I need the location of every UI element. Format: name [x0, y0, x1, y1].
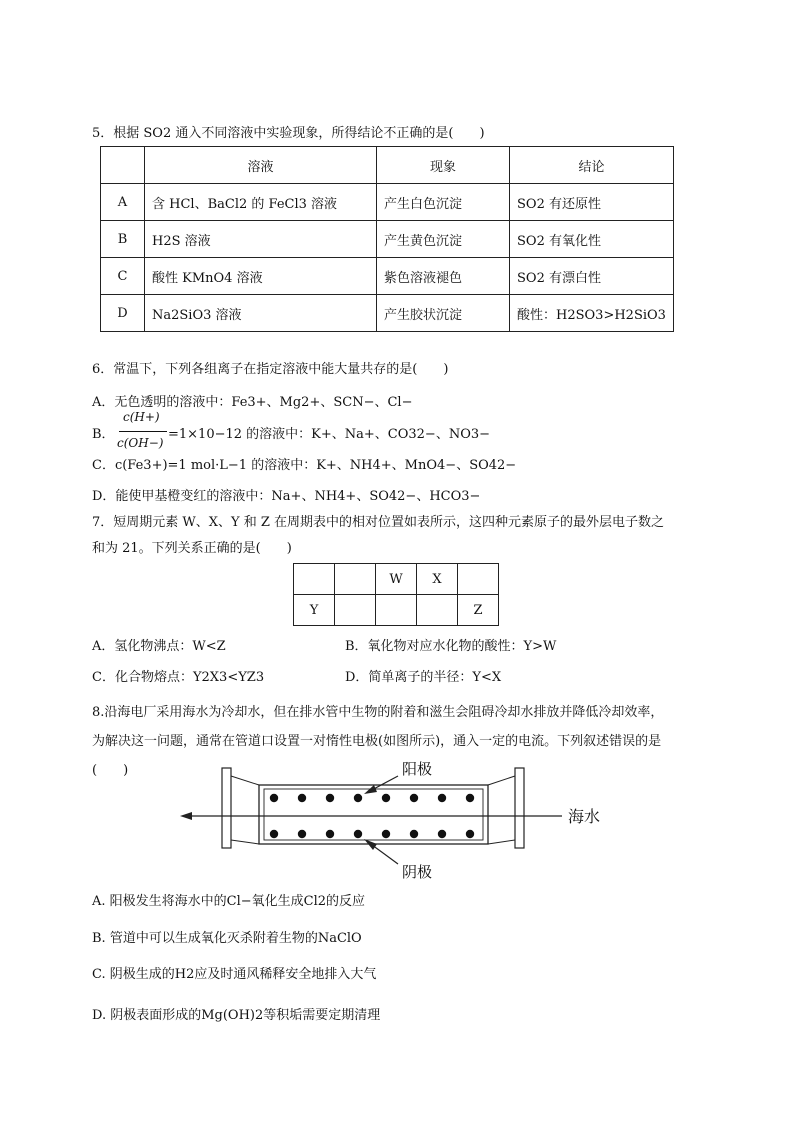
electrolysis-pipe-diagram: [150, 752, 630, 887]
table-cell: C: [101, 258, 145, 295]
q7-option-b: B．氧化物对应水化物的酸性：Y>W: [345, 639, 557, 654]
table-cell: Na2SiO3 溶液: [145, 295, 377, 332]
q6-option-a: A．无色透明的溶液中：Fe3+、Mg2+、SCN−、Cl−: [92, 395, 413, 410]
table-header: 溶液: [145, 147, 377, 184]
q6-option-b-label: B．: [92, 427, 115, 442]
table-cell: B: [101, 221, 145, 258]
connector-line: [488, 776, 515, 785]
table-cell: SO2 有还原性: [510, 184, 674, 221]
table-cell: 产生白色沉淀: [377, 184, 510, 221]
q8-option-c: C. 阴极生成的H2应及时通风稀释安全地排入大气: [92, 967, 377, 982]
grid-cell: W: [376, 564, 417, 595]
grid-cell: [335, 595, 376, 626]
table-cell: [101, 147, 145, 184]
seawater-label: 海水: [568, 807, 601, 826]
table-header: 现象: [377, 147, 510, 184]
connector-line: [488, 840, 515, 844]
table-cell: 酸性：H2SO3>H2SiO3: [510, 295, 674, 332]
q8-stem-line3: ( ): [92, 763, 129, 778]
table-row: [101, 147, 674, 184]
grid-cell: [376, 595, 417, 626]
periodic-table-grid: [293, 563, 499, 626]
table-cell: 产生胶状沉淀: [377, 295, 510, 332]
connector-line: [231, 776, 259, 785]
table-cell: D: [101, 295, 145, 332]
left-flange: [222, 768, 231, 848]
fraction-denominator: c(OH−): [117, 436, 164, 450]
table-row: [101, 258, 674, 295]
table-row: [101, 184, 674, 221]
table-cell: 紫色溶液褪色: [377, 258, 510, 295]
table-cell: 含 HCl、BaCl2 的 FeCl3 溶液: [145, 184, 377, 221]
cathode-label: 阴极: [402, 863, 433, 881]
q6-fraction: [117, 410, 167, 454]
grid-cell: Z: [458, 595, 499, 626]
q5-stem: 5．根据 SO2 通入不同溶液中实验现象，所得结论不正确的是( ): [92, 126, 485, 141]
grid-cell: [294, 564, 335, 595]
q8-option-a: A. 阳极发生将海水中的Cl−氧化生成Cl2的反应: [92, 894, 366, 909]
q7-stem-line1: 7．短周期元素 W、X、Y 和 Z 在周期表中的相对位置如表所示，这四种元素原子的最外层电子数之: [92, 515, 665, 530]
pipe-body: [259, 785, 488, 844]
table-cell: 产生黄色沉淀: [377, 221, 510, 258]
q6-option-c: C．c(Fe3+)=1 mol·L−1 的溶液中：K+、NH4+、MnO4−、SO42−: [92, 458, 517, 473]
table-row: [294, 564, 499, 595]
q8-stem-line2: 为解决这一问题，通常在管道口设置一对惰性电极(如图所示)，通入一定的电流。下列叙述错误的是: [92, 734, 662, 749]
q7-option-c: C．化合物熔点：Y2X3<YZ3: [92, 670, 265, 685]
q7-option-d: D．简单离子的半径：Y<X: [345, 670, 502, 685]
q6-option-d: D．能使甲基橙变红的溶液中：Na+、NH4+、SO42−、HCO3−: [92, 489, 481, 504]
right-flange: [515, 768, 524, 848]
table-cell: H2S 溶液: [145, 221, 377, 258]
q7-option-a: A．氢化物沸点：W<Z: [92, 639, 226, 654]
q6-option-b: =1×10−12 的溶液中：K+、Na+、CO32−、NO3−: [168, 427, 491, 442]
table-cell: A: [101, 184, 145, 221]
q8-option-b: B. 管道中可以生成氧化灭杀附着生物的NaClO: [92, 931, 362, 946]
fraction-bar: [119, 431, 167, 432]
table-cell: SO2 有氧化性: [510, 221, 674, 258]
grid-cell: X: [417, 564, 458, 595]
grid-cell: Y: [294, 595, 335, 626]
q7-stem-line2: 和为 21。下列关系正确的是( ): [92, 541, 292, 556]
grid-cell: [458, 564, 499, 595]
grid-cell: [417, 595, 458, 626]
table-cell: 酸性 KMnO4 溶液: [145, 258, 377, 295]
table-row: [101, 295, 674, 332]
connector-line: [231, 840, 259, 844]
table-row: [101, 221, 674, 258]
table-row: [294, 595, 499, 626]
fraction-numerator: c(H+): [123, 410, 160, 424]
q8-stem-line1: 8.沿海电厂采用海水为冷却水，但在排水管中生物的附着和滋生会阻碍冷却水排放并降低冷却效率，: [92, 705, 664, 720]
table-header: 结论: [510, 147, 674, 184]
flow-arrow-head: [180, 812, 192, 820]
anode-label: 阳极: [402, 760, 433, 778]
q5-table: [100, 146, 674, 332]
grid-cell: [335, 564, 376, 595]
q6-stem: 6．常温下，下列各组离子在指定溶液中能大量共存的是( ): [92, 362, 449, 377]
table-cell: SO2 有漂白性: [510, 258, 674, 295]
q8-option-d: D. 阴极表面形成的Mg(OH)2等积垢需要定期清理: [92, 1008, 381, 1023]
